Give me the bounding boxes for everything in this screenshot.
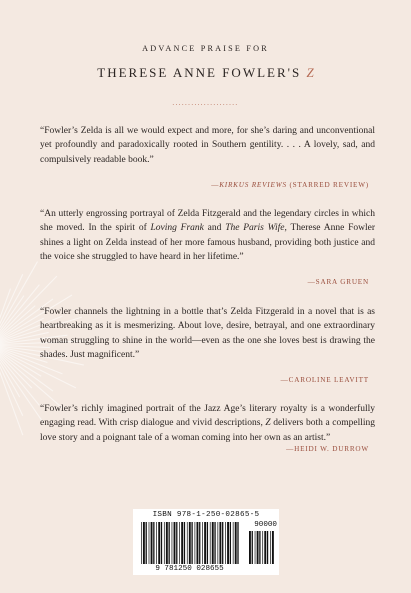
attribution-caroline-leavitt: —CAROLINE LEAVITT bbox=[280, 376, 369, 384]
barcode-bar bbox=[233, 522, 234, 564]
barcode-bar bbox=[199, 522, 200, 564]
attribution-kirkus bbox=[211, 181, 369, 189]
barcode-bar bbox=[141, 522, 142, 564]
attribution-source: KIRKUS REVIEWS bbox=[219, 181, 287, 189]
book-title-loving-frank: Loving Frank bbox=[150, 223, 204, 234]
barcode-bar bbox=[212, 522, 214, 564]
quote-text: and bbox=[203, 223, 226, 234]
barcode-bar bbox=[161, 522, 162, 564]
barcode-bar bbox=[187, 522, 188, 564]
book-title-paris-wife: The Paris Wife bbox=[225, 223, 285, 234]
barcode-bar bbox=[270, 531, 271, 564]
barcode-bar bbox=[169, 522, 170, 564]
barcode-bar bbox=[264, 531, 266, 564]
book-title-z: Z bbox=[306, 65, 314, 80]
barcode-bar bbox=[153, 522, 154, 564]
attribution-note: (STARRED REVIEW) bbox=[286, 181, 369, 189]
quote-sara-gruen bbox=[40, 207, 375, 264]
barcode-bar bbox=[272, 531, 274, 564]
attribution-heidi-durrow: —HEIDI W. DURROW bbox=[286, 445, 369, 453]
barcode-bar bbox=[207, 522, 208, 564]
barcode-bar bbox=[197, 522, 199, 564]
barcode-bar bbox=[172, 522, 173, 564]
barcode-bar bbox=[143, 522, 145, 564]
barcode-bar bbox=[156, 522, 157, 564]
advance-praise-heading: ADVANCE PRAISE FOR bbox=[142, 44, 269, 53]
barcode-bar bbox=[202, 522, 203, 564]
quote-text: , Therese Anne Fowler shines a light on Zelda instead of her more famous husband, providing both justice and the voice she struggled to have heard in her lifetime.” bbox=[40, 223, 376, 262]
barcode-bar bbox=[174, 522, 176, 564]
barcode-bar bbox=[149, 522, 150, 564]
barcode-bar bbox=[222, 522, 223, 564]
isbn-barcode bbox=[133, 509, 279, 575]
barcode-bar bbox=[164, 522, 165, 564]
barcode-bar bbox=[151, 522, 153, 564]
barcode-bar bbox=[218, 522, 219, 564]
barcode-bar bbox=[225, 522, 226, 564]
isbn-label: ISBN 978-1-250-02865-5 bbox=[152, 511, 260, 519]
author-possessive: THERESE ANNE FOWLER'S bbox=[97, 65, 302, 80]
attribution-dash: — bbox=[211, 181, 220, 189]
barcode-bar bbox=[255, 531, 256, 564]
book-title-heading bbox=[0, 65, 411, 81]
barcode-bar bbox=[237, 522, 238, 564]
attribution-sara-gruen: —SARA GRUEN bbox=[307, 278, 369, 286]
barcode-bar bbox=[257, 531, 259, 564]
barcode-bar bbox=[262, 531, 263, 564]
barcode-bar bbox=[181, 522, 183, 564]
barcode-bar bbox=[230, 522, 231, 564]
quote-heidi-durrow bbox=[40, 402, 375, 445]
barcode-bar bbox=[259, 531, 260, 564]
barcode-bar bbox=[214, 522, 215, 564]
barcode-bar bbox=[184, 522, 185, 564]
barcode-bar bbox=[249, 531, 251, 564]
barcode-bar bbox=[176, 522, 177, 564]
barcode-bar bbox=[227, 522, 229, 564]
barcode-bar bbox=[219, 522, 221, 564]
ean-digits: 9 781250 028655 bbox=[155, 565, 224, 573]
barcode-bar bbox=[189, 522, 191, 564]
barcode-bar bbox=[179, 522, 180, 564]
barcode-bar bbox=[204, 522, 206, 564]
barcode-bar bbox=[191, 522, 192, 564]
quote-text: “Fowler’s richly imagined portrait of the Jazz Age’s literary royalty is a wonderfully engaging read. With crisp dialogue and vivid descriptions, bbox=[40, 404, 375, 429]
barcode-bar bbox=[235, 522, 237, 564]
barcode-bar bbox=[195, 522, 196, 564]
price-code: 90000 bbox=[254, 521, 277, 529]
barcode-bar bbox=[146, 522, 147, 564]
quote-text: “An utterly engrossing portrayal of Zelda Fitzgerald and the legendary circles in which she moved. In the spirit of bbox=[40, 209, 375, 234]
book-title-z-inline: Z bbox=[265, 418, 271, 429]
barcode-bar bbox=[158, 522, 160, 564]
quote-text: delivers both a compelling love story and a poignant tale of a woman coming into her own as an artist.” bbox=[40, 418, 375, 443]
quote-kirkus: “Fowler’s Zelda is all we would expect and more, for she’s daring and unconventional yet profoundly and paradoxically rooted in Southern gentility. . . . A lovely, sad, and compulsively readable book.” bbox=[40, 126, 375, 165]
barcode-bar bbox=[252, 531, 253, 564]
barcode-bar bbox=[166, 522, 168, 564]
barcode-bar bbox=[267, 531, 268, 564]
dotted-divider: ..................... bbox=[172, 99, 239, 107]
quote-caroline-leavitt: “Fowler channels the lightning in a bottle that’s Zelda Fitzgerald in a novel that is as heartbreaking as it is mesmerizing. About love, desire, betrayal, and one extraordinary woman struggling to shine in the world—even as the one she loves best is drawing the shades. Just magnificent.” bbox=[40, 307, 375, 360]
barcode-bar bbox=[210, 522, 211, 564]
